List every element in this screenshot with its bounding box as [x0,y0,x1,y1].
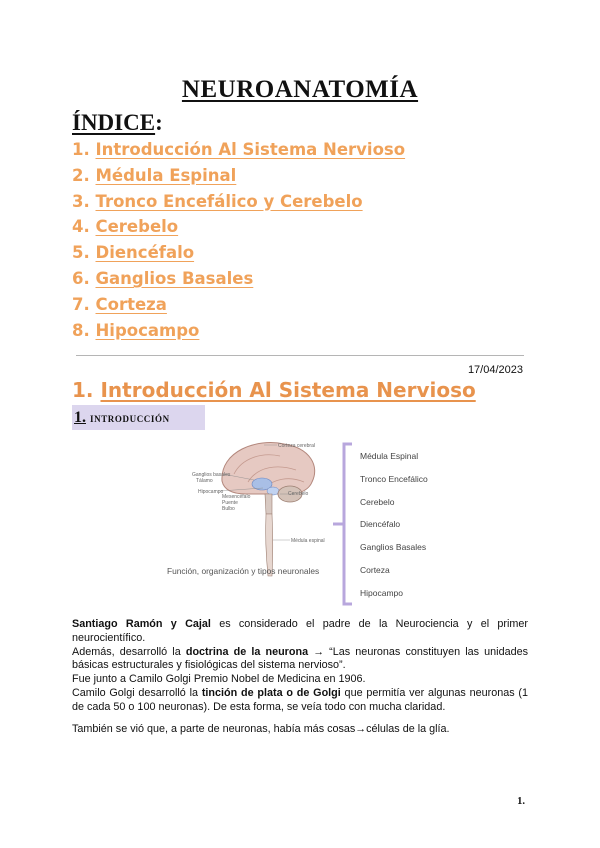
list-item: Ganglios Basales [360,542,427,553]
list-item: Tronco Encefálico [360,473,428,484]
toc-item[interactable]: 8. Hipocampo [72,320,200,340]
paragraph: Santiago Ramón y Cajal es considerado el padre de la Neurociencia y el primer neurocientífico. [72,618,528,644]
page-number: 1. [517,796,525,807]
brain-label: Tálamo [196,478,213,484]
document-title: NEUROANATOMÍA [181,76,419,103]
toc-link[interactable]: Médula Espinal [95,165,237,185]
paragraph: Además, desarrolló la doctrina de la neurona → “Las neuronas constituyen las unidades básicas estructurales y fisiológicas del sistema nervioso”. [72,645,528,672]
toc-link[interactable]: Corteza [95,294,167,314]
brain-label: Puente [222,500,238,506]
subsection-heading: 1. introducción [72,405,205,430]
figure-caption: Función, organización y tipos neuronales [167,566,320,576]
date-label: 17/04/2023 [467,364,523,376]
toc-link[interactable]: Hipocampo [95,320,200,340]
paragraph: Camilo Golgi desarrolló la tinción de plata o de Golgi que permitía ver algunas neuronas (1 de cada 50 o 100 neuronas). De esta forma, se veía todo con mucha claridad. [72,686,528,713]
toc-link[interactable]: Introducción Al Sistema Nervioso [95,140,406,159]
list-item: Corteza [360,564,390,575]
section-heading: 1. Introducción Al Sistema Nervioso [72,378,476,402]
section-link[interactable]: Introducción Al Sistema Nervioso [100,378,476,402]
paragraph: También se vió que, a parte de neuronas, había más cosas→células de la glía. [72,722,450,735]
table-of-contents [72,140,405,346]
toc-item[interactable]: 2. Médula Espinal [72,165,237,185]
brain-drawing [222,443,315,576]
list-item: Hipocampo [360,587,403,598]
toc-item[interactable]: 3. Tronco Encefálico y Cerebelo [72,191,363,211]
structure-list [360,451,428,611]
brain-label: Médula espinal [291,538,325,544]
toc-link[interactable]: Tronco Encefálico y Cerebelo [95,191,363,211]
toc-link[interactable]: Diencéfalo [95,243,195,263]
brain-label: Bulbo [222,506,235,512]
brain-label: Corteza cerebral [278,443,315,449]
toc-item[interactable]: 1. Introducción Al Sistema Nervioso [72,140,406,159]
horizontal-divider [76,355,524,356]
brain-label: Ganglios basales [192,472,231,478]
list-item: Cerebelo [360,496,395,507]
toc-link[interactable]: Ganglios Basales [95,268,254,288]
body-text [72,618,528,736]
list-item: Médula Espinal [360,451,419,461]
brain-label: Hipocampo [198,489,224,495]
paragraph: Fue junto a Camilo Golgi Premio Nobel de Medicina en 1906. [72,673,366,686]
list-item: Diencéfalo [360,519,401,530]
toc-item[interactable]: 4. Cerebelo [72,217,179,237]
toc-item[interactable]: 6. Ganglios Basales [72,268,254,288]
brain-label: Mesencéfalo [222,494,251,500]
toc-item[interactable]: 7. Corteza [72,294,167,314]
toc-link[interactable]: Cerebelo [95,217,179,237]
bracket [344,444,352,604]
index-heading: ÍNDICE: [72,110,163,135]
toc-item[interactable]: 5. Diencéfalo [72,243,195,263]
brain-label: Cerebelo [288,491,309,497]
